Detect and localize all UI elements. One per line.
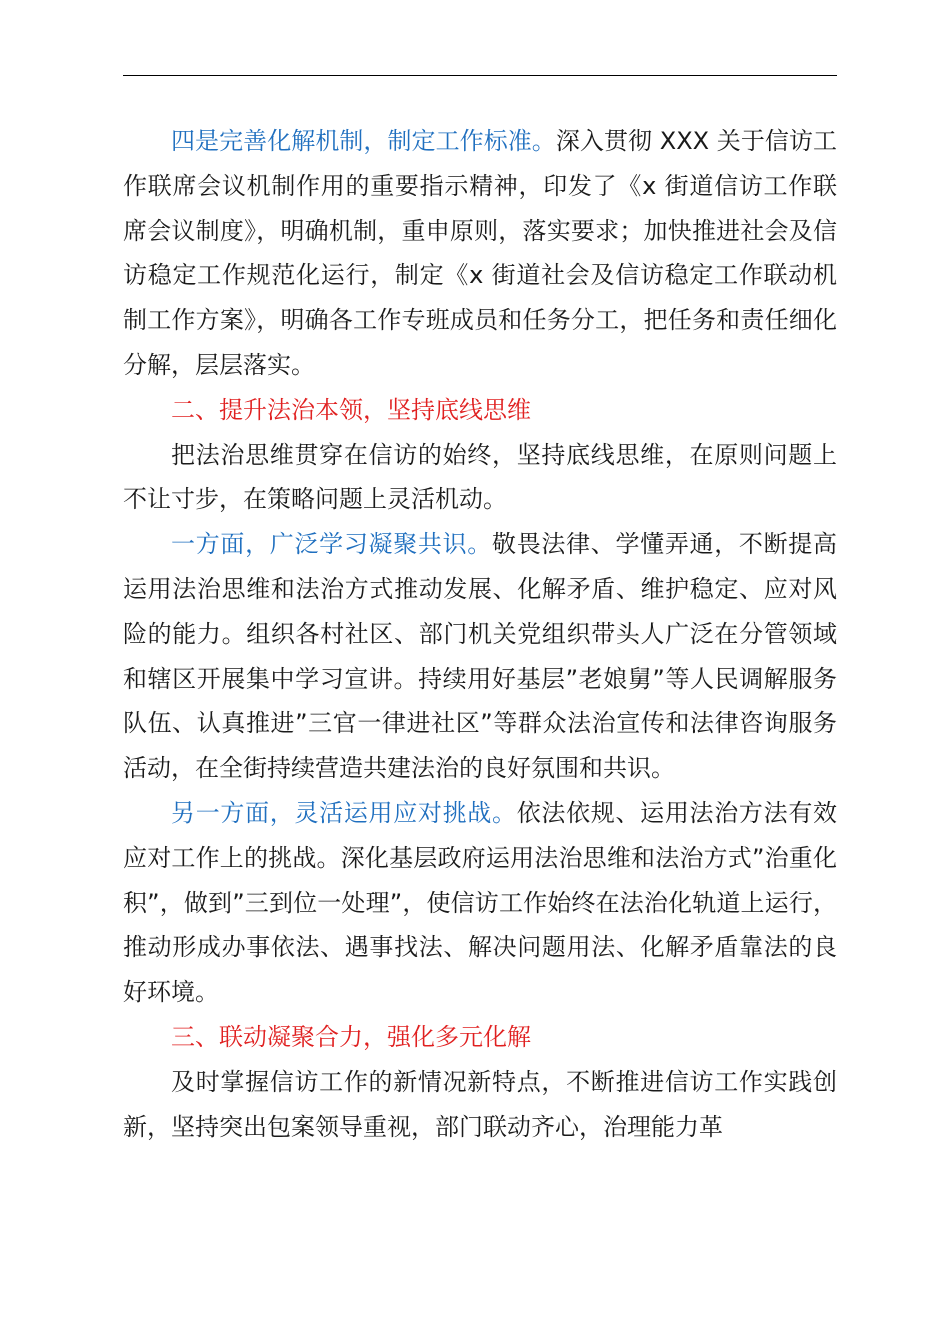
lead-sentence: 另一方面，灵活运用应对挑战。 xyxy=(171,798,517,827)
paragraph-text: 深入贯彻 XXX 关于信访工作联席会议机制作用的重要指示精神，印发了《x 街道信访工作联席会议制度》，明确机制，重申原则，落实要求；加快推进社会及信访稳定工作规范化运行，制定《x 街道社会及信访稳定工作联动机制工作方案》，明确各工作专班成员和任务分工，把任务和责任细化分解，层层落实。 xyxy=(123,127,837,379)
section-heading-3: 三、联动凝聚合力，强化多元化解 xyxy=(171,1022,531,1051)
lead-sentence: 四是完善化解机制，制定工作标准。 xyxy=(171,127,556,155)
section-heading-2: 二、提升法治本领，坚持底线思维 xyxy=(171,395,531,424)
paragraph-linkage xyxy=(123,1060,837,1150)
paragraph-challenges xyxy=(123,791,837,1015)
lead-sentence: 一方面，广泛学习凝聚共识。 xyxy=(171,530,492,559)
document-body xyxy=(123,119,837,1149)
paragraph-mechanism xyxy=(123,119,837,388)
header-rule xyxy=(123,75,837,76)
paragraph-rule-of-law xyxy=(123,433,837,523)
paragraph-text: 把法治思维贯穿在信访的始终，坚持底线思维，在原则问题上不让寸步，在策略问题上灵活机动。 xyxy=(123,440,837,514)
paragraph-study xyxy=(123,522,837,791)
paragraph-text: 及时掌握信访工作的新情况新特点，不断推进信访工作实践创新，坚持突出包案领导重视，部门联动齐心，治理能力革 xyxy=(123,1067,837,1141)
paragraph-text: 敬畏法律、学懂弄通，不断提高运用法治思维和法治方式推动发展、化解矛盾、维护稳定、应对风险的能力。组织各村社区、部门机关党组织带头人广泛在分管领域和辖区开展集中学习宣讲。持续用好基层”老娘舅”等人民调解服务队伍、认真推进”三官一律进社区”等群众法治宣传和法律咨询服务活动，在全街持续营造共建法治的良好氛围和共识。 xyxy=(123,530,837,783)
paragraph-text: 依法依规、运用法治方法有效应对工作上的挑战。深化基层政府运用法治思维和法治方式”治重化积”，做到”三到位一处理”，使信访工作始终在法治化轨道上运行，推动形成办事依法、遇事找法、解决问题用法、化解矛盾靠法的良好环境。 xyxy=(123,798,838,1007)
